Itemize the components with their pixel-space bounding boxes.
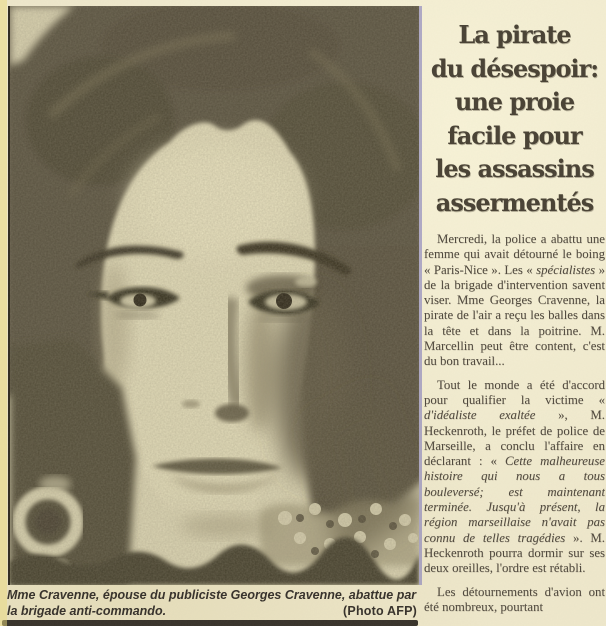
article-paragraph: Mercredi, la police a abattu une femme qui avait détourné le boing « Paris-Nice ». Les « spécialistes » de la brigade d'intervention savent viser. Mme Georges Cravenne, la pirate de l'air a reçu les balles dans la tête et dans la poitrine. M. Marcellin peut être content, c'est du bon travail... — [424, 232, 605, 369]
headline-line: La pirate — [458, 20, 571, 49]
article-column — [424, 12, 605, 626]
photo-grain — [10, 6, 419, 585]
photo-credit: (Photo AFP) — [343, 603, 417, 618]
headline-line: facile pour — [447, 120, 582, 150]
article-paragraph: Les détournements d'avion ont été nombreux, pourtant — [424, 584, 605, 614]
article-body — [424, 232, 605, 615]
headline-line: du désespoir: — [430, 53, 599, 83]
photo-caption-text: Mme Cravenne, épouse du publiciste Georges Cravenne, abattue par la brigade anti-commando. — [7, 588, 417, 618]
headline — [424, 18, 605, 219]
headline-line: une proie — [454, 87, 575, 116]
portrait-photo — [8, 6, 422, 585]
headline-line: les assassins — [435, 154, 594, 183]
bottom-rule — [2, 620, 418, 626]
headline-line: assermentés — [435, 187, 594, 217]
article-paragraph: Tout le monde a été d'accord pour qualifier la victime « d'idéaliste exaltée », M. Heckenroth, le préfet de police de Marseille, a conclu l'affaire en déclarant : « Cette malheureuse histoire qui nous a tous bouleversé; est maintenant terminée. Jusqu'à présent, la région marseillaise n'avait pas connu de telles tragédies ». M. Heckenroth pourra dormir sur ses deux oreilles, l'ordre est rétabli. — [424, 377, 605, 576]
portrait-photo-art — [10, 6, 419, 585]
photo-caption — [7, 588, 417, 620]
